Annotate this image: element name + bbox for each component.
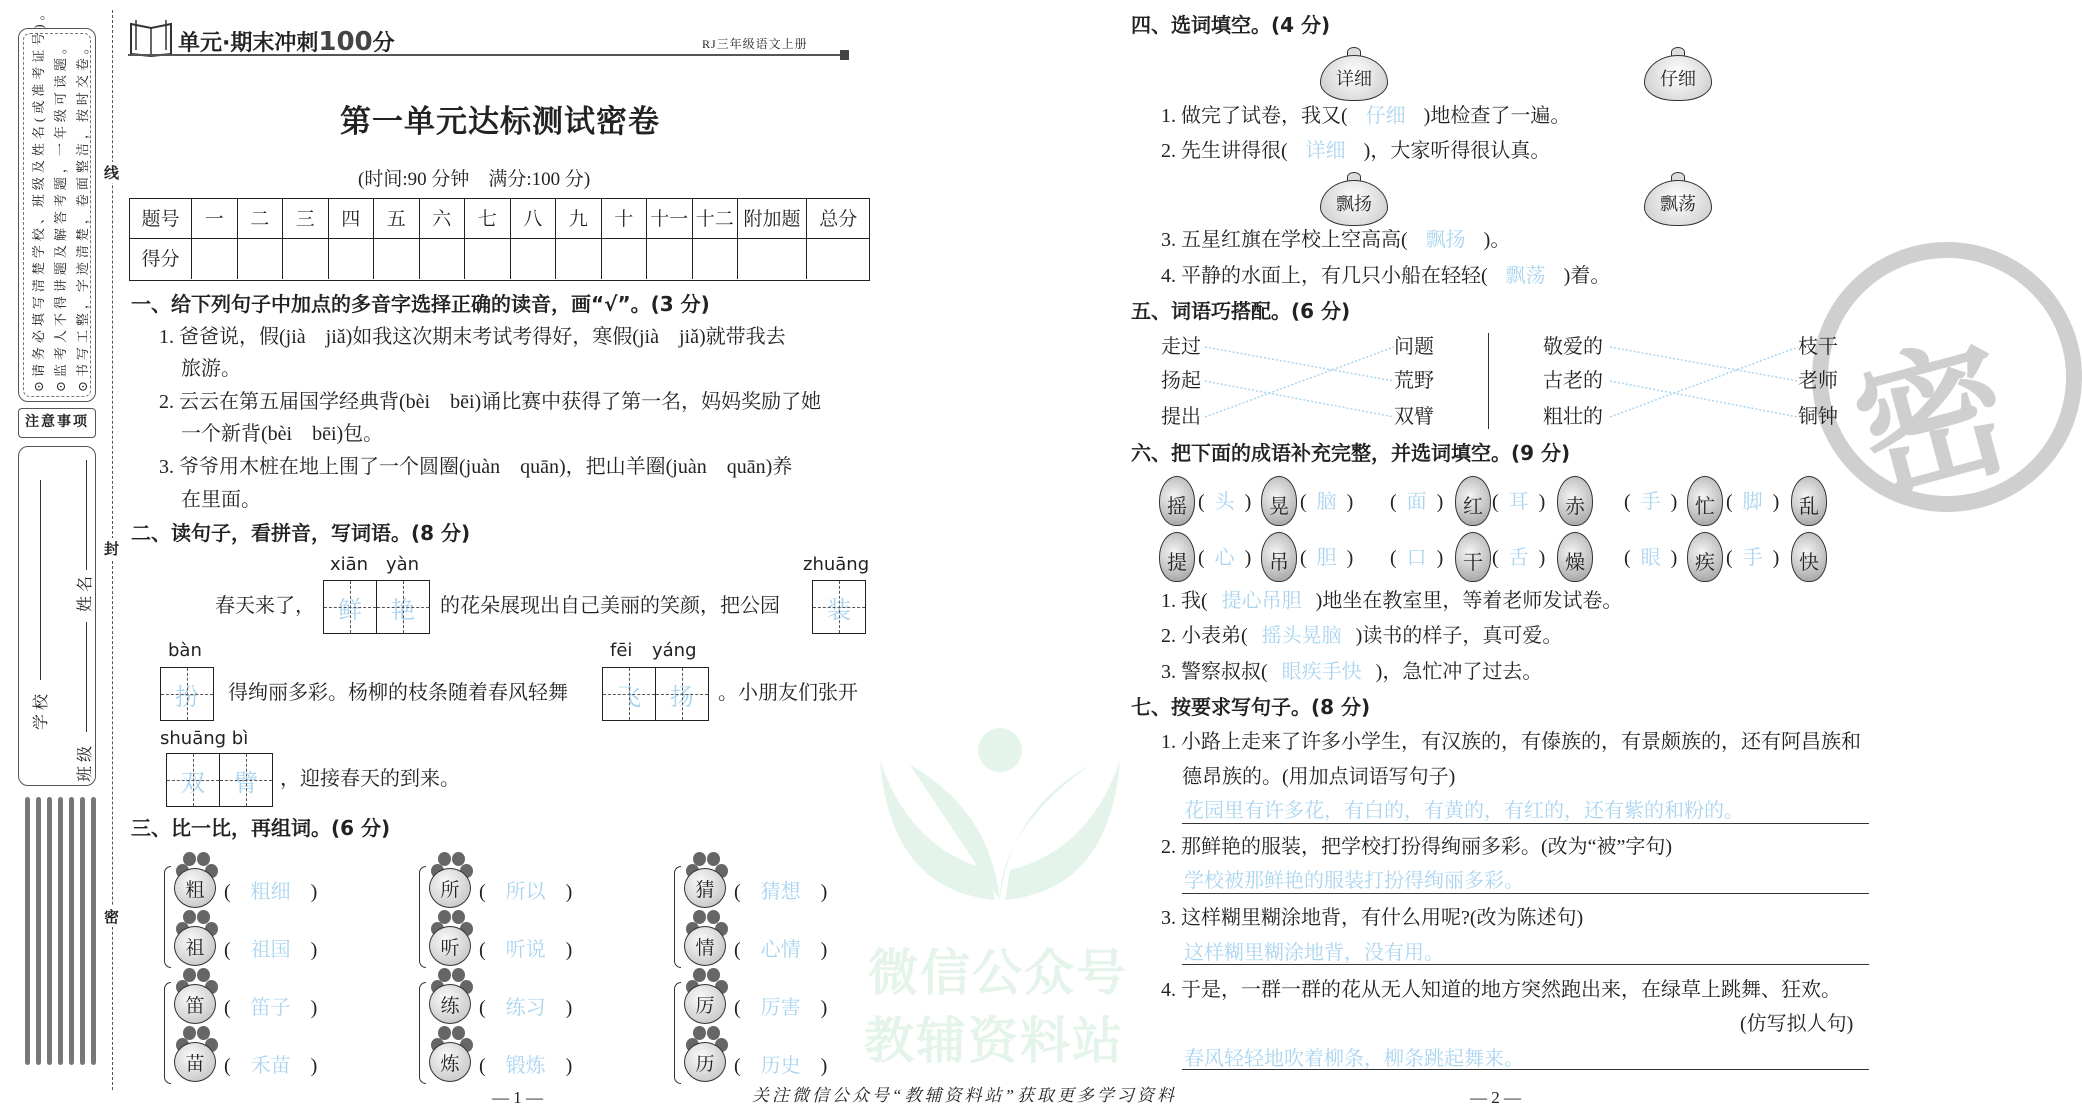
answer: 脑 bbox=[1316, 491, 1337, 513]
paw-toe bbox=[693, 852, 706, 866]
item-text: 1. 我( bbox=[1161, 590, 1208, 612]
pinyin-xian: xiān bbox=[330, 554, 369, 575]
exam-info: (时间:90 分钟 满分:100 分) bbox=[358, 169, 591, 190]
paw-char: 猜 bbox=[684, 868, 726, 908]
page-number-2: — 2 — bbox=[1470, 1088, 1521, 1107]
answer: 禾苗 bbox=[250, 1055, 291, 1077]
section-1-line: 1. 爸爸说，假(jià jiǎ)如我这次期末考试考得好，寒假(jià jiǎ)就带我去 bbox=[159, 326, 786, 348]
word-blank[interactable]: ( 猜想 ) bbox=[734, 881, 828, 903]
notice-line-1: ⊙请务必填写清楚学校、班级及姓名(或准考证号)。 bbox=[31, 3, 46, 392]
item-text: 1. 做完了试卷，我又( bbox=[1161, 105, 1348, 127]
paw-toe bbox=[183, 968, 196, 982]
score-cell[interactable] bbox=[329, 239, 375, 279]
paw-icon bbox=[427, 1026, 473, 1082]
score-table bbox=[129, 198, 870, 281]
table-header-cell: 附加题 bbox=[738, 199, 807, 239]
match-word: 老师 bbox=[1798, 370, 1838, 392]
section-1-line: 在里面。 bbox=[181, 489, 261, 511]
fill-item bbox=[1161, 264, 1610, 288]
word-blank[interactable]: ( 禾苗 ) bbox=[224, 1055, 318, 1077]
paw-icon bbox=[172, 968, 218, 1024]
series-score: 100 bbox=[318, 27, 373, 57]
match-word: 铜钟 bbox=[1798, 406, 1838, 428]
paw-char: 炼 bbox=[429, 1042, 471, 1082]
answer: 历史 bbox=[760, 1055, 801, 1077]
answer: 手 bbox=[1742, 547, 1763, 569]
name-label: 姓名 bbox=[77, 571, 94, 612]
item-text: )，大家听得很认真。 bbox=[1363, 140, 1551, 162]
word-blank[interactable]: ( 心情 ) bbox=[734, 939, 828, 961]
section-5-heading: 五、词语巧搭配。(6 分) bbox=[1131, 299, 1351, 323]
item-text: )地坐在教室里，等着老师发试卷。 bbox=[1315, 590, 1623, 612]
word-blank[interactable]: ( 所以 ) bbox=[479, 881, 573, 903]
answer: 听说 bbox=[505, 939, 546, 961]
item-text: )，急忙冲了过去。 bbox=[1375, 661, 1543, 683]
paw-icon bbox=[682, 968, 728, 1024]
watermark-line1: 微信公众号 bbox=[868, 944, 1128, 1002]
table-header-cell: 十 bbox=[602, 199, 648, 239]
fruit-char: 晃 bbox=[1261, 476, 1297, 526]
paw-toe bbox=[438, 910, 451, 924]
table-header-cell: 十一 bbox=[647, 199, 693, 239]
bar bbox=[80, 797, 85, 1065]
word-blank[interactable]: ( 锻炼 ) bbox=[479, 1055, 573, 1077]
item-text: )读书的样子，真可爱。 bbox=[1355, 625, 1563, 647]
score-cell[interactable] bbox=[283, 239, 329, 279]
notice-line-3: ⊙书写工整，字迹清楚，卷面整洁，按时交卷。 bbox=[75, 37, 90, 392]
score-cell[interactable] bbox=[238, 239, 284, 279]
section-3-heading: 三、比一比，再组词。(6 分) bbox=[131, 816, 391, 840]
answer-line[interactable] bbox=[1182, 823, 1869, 824]
fill-item bbox=[1161, 660, 1542, 684]
item-text: )地检查了一遍。 bbox=[1423, 105, 1571, 127]
score-cell[interactable] bbox=[465, 239, 511, 279]
fill-item bbox=[1161, 228, 1510, 252]
page-title: 第一单元达标测试密卷 bbox=[340, 104, 660, 139]
item-text: 2. 小表弟( bbox=[1161, 625, 1248, 647]
name-field[interactable] bbox=[86, 460, 87, 570]
table-header-cell: 三 bbox=[283, 199, 329, 239]
answer: 眼 bbox=[1640, 547, 1661, 569]
answer: 头 bbox=[1214, 491, 1235, 513]
idiom-blank[interactable]: ( 耳 ) bbox=[1492, 491, 1546, 513]
answer: 耳 bbox=[1508, 491, 1529, 513]
brace bbox=[164, 982, 171, 1084]
student-info-box bbox=[18, 446, 96, 786]
table-header-cell: 十二 bbox=[693, 199, 739, 239]
idiom-blank[interactable]: ( 手 ) bbox=[1624, 491, 1678, 513]
writing-cell: 装 bbox=[813, 581, 865, 633]
answer: 厉害 bbox=[760, 997, 801, 1019]
paw-char: 听 bbox=[429, 926, 471, 966]
paw-toe bbox=[183, 852, 196, 866]
bar bbox=[69, 797, 74, 1065]
brace bbox=[419, 866, 426, 968]
question-text: 3. 这样糊里糊涂地背，有什么用呢?(改为陈述句) bbox=[1161, 907, 1584, 929]
match-line bbox=[1205, 381, 1394, 417]
header-rule-end bbox=[840, 50, 849, 60]
answer: 所以 bbox=[505, 881, 546, 903]
item-text: 3. 五星红旗在学校上空高高( bbox=[1161, 229, 1408, 251]
pinyin-yang: yáng bbox=[652, 640, 697, 661]
paw-toe bbox=[183, 910, 196, 924]
writing-cell: 艳 bbox=[377, 581, 429, 633]
match-word: 荒野 bbox=[1394, 370, 1434, 392]
paw-toe bbox=[693, 1026, 706, 1040]
score-cell[interactable] bbox=[420, 239, 466, 279]
series-title bbox=[178, 26, 395, 57]
fruit-char: 燥 bbox=[1557, 532, 1593, 582]
book-label: RJ三年级语文上册 bbox=[702, 37, 808, 51]
series-suffix: 分 bbox=[372, 31, 395, 56]
score-cell[interactable] bbox=[693, 239, 739, 279]
word-blank[interactable]: ( 祖国 ) bbox=[224, 939, 318, 961]
question-text: 2. 那鲜艳的服装，把学校打扮得绚丽多彩。(改为“被”字句) bbox=[1161, 836, 1673, 858]
answer-blank[interactable]: 提心吊胆 bbox=[1221, 590, 1302, 612]
word-blank[interactable]: ( 粗细 ) bbox=[224, 881, 318, 903]
brace bbox=[164, 866, 171, 968]
table-header-cell: 总分 bbox=[807, 199, 870, 239]
idiom-blank[interactable]: ( 胆 ) bbox=[1300, 547, 1354, 569]
seal-char-feng: 封 bbox=[104, 538, 119, 559]
answer: 心情 bbox=[760, 939, 801, 961]
paw-toe bbox=[693, 968, 706, 982]
footer-note: 关注微信公众号“教辅资料站”获取更多学习资料 bbox=[752, 1086, 1177, 1105]
bar bbox=[47, 797, 52, 1065]
word-option: 详细 bbox=[1320, 55, 1388, 101]
answer: 口 bbox=[1406, 547, 1427, 569]
table-row-label: 得分 bbox=[130, 239, 192, 279]
match-word: 粗壮的 bbox=[1543, 406, 1603, 428]
paw-icon bbox=[427, 910, 473, 966]
writing-box[interactable] bbox=[323, 580, 430, 634]
answer: 手 bbox=[1640, 491, 1661, 513]
answer-blank[interactable]: 详细 bbox=[1305, 140, 1346, 162]
answer-text: 花园里有许多花，有白的，有黄的，有红的，还有紫的和粉的。 bbox=[1184, 800, 1744, 822]
word-blank[interactable]: ( 厉害 ) bbox=[734, 997, 828, 1019]
paw-char: 笛 bbox=[174, 984, 216, 1024]
match-word: 提出 bbox=[1161, 406, 1201, 428]
writing-cell: 飞 bbox=[603, 668, 656, 720]
watermark-line2: 教辅资料站 bbox=[864, 1012, 1124, 1070]
idiom-blank[interactable]: ( 心 ) bbox=[1198, 547, 1252, 569]
table-header-cell: 四 bbox=[329, 199, 375, 239]
fruit-char: 忙 bbox=[1687, 476, 1723, 526]
table-header-cell: 五 bbox=[374, 199, 420, 239]
match-line bbox=[1610, 347, 1798, 417]
idiom-blank[interactable]: ( 头 ) bbox=[1198, 491, 1252, 513]
fruit-char: 乱 bbox=[1791, 476, 1827, 526]
section-2-heading: 二、读句子，看拼音，写词语。(8 分) bbox=[131, 521, 471, 545]
brace bbox=[674, 866, 681, 968]
idiom-blank[interactable]: ( 眼 ) bbox=[1624, 547, 1678, 569]
sentence-text: ，迎接春天的到来。 bbox=[280, 768, 460, 790]
seal-char-xian: 线 bbox=[104, 162, 119, 183]
writing-box[interactable] bbox=[602, 667, 709, 721]
pinyin-yan: yàn bbox=[386, 554, 420, 575]
item-text: 2. 先生讲得很( bbox=[1161, 140, 1288, 162]
idiom-blank[interactable]: ( 舌 ) bbox=[1492, 547, 1546, 569]
match-word: 扬起 bbox=[1161, 370, 1201, 392]
writing-cell: 双 bbox=[167, 754, 220, 806]
pinyin-zhuang: zhuāng bbox=[803, 554, 870, 575]
sentence-text: 的花朵展现出自己美丽的笑颜，把公园 bbox=[440, 595, 780, 617]
pinyin-fei: fēi bbox=[610, 640, 633, 661]
match-word: 问题 bbox=[1394, 336, 1434, 358]
score-cell[interactable] bbox=[647, 239, 693, 279]
question-text: 德昂族的。(用加点词语写句子) bbox=[1182, 766, 1456, 788]
section-6-heading: 六、把下面的成语补充完整，并选词填空。(9 分) bbox=[1131, 441, 1571, 465]
paw-icon bbox=[682, 1026, 728, 1082]
match-word: 走过 bbox=[1161, 336, 1201, 358]
writing-cell: 鲜 bbox=[324, 581, 377, 633]
answer-line[interactable] bbox=[1182, 1069, 1869, 1070]
series-prefix: 单元·期末冲刺 bbox=[178, 31, 319, 56]
paw-icon bbox=[427, 852, 473, 908]
paw-toe bbox=[438, 852, 451, 866]
table-header-cell: 题号 bbox=[130, 199, 192, 239]
book-icon bbox=[128, 14, 174, 58]
answer: 祖国 bbox=[250, 939, 291, 961]
question-requirement: (仿写拟人句) bbox=[1740, 1013, 1854, 1035]
fill-item bbox=[1161, 624, 1562, 648]
score-cell[interactable] bbox=[192, 239, 238, 279]
answer-text: 春风轻轻地吹着柳条，柳条跳起舞来。 bbox=[1184, 1048, 1524, 1070]
word-option: 仔细 bbox=[1644, 55, 1712, 101]
idiom-blank[interactable]: ( 脑 ) bbox=[1300, 491, 1354, 513]
class-field[interactable] bbox=[86, 622, 87, 732]
match-line bbox=[1610, 347, 1798, 381]
item-text: )。 bbox=[1483, 229, 1511, 251]
brace bbox=[674, 982, 681, 1084]
score-cell[interactable] bbox=[511, 239, 557, 279]
fill-item bbox=[1161, 139, 1550, 163]
answer: 练习 bbox=[505, 997, 546, 1019]
paw-icon bbox=[172, 852, 218, 908]
paw-char: 情 bbox=[684, 926, 726, 966]
paw-char: 练 bbox=[429, 984, 471, 1024]
answer-blank[interactable]: 飘荡 bbox=[1505, 265, 1546, 287]
answer: 心 bbox=[1214, 547, 1235, 569]
word-option: 飘荡 bbox=[1644, 180, 1712, 226]
word-blank[interactable]: ( 历史 ) bbox=[734, 1055, 828, 1077]
writing-box[interactable] bbox=[160, 667, 214, 721]
idiom-blank[interactable]: ( 手 ) bbox=[1726, 547, 1780, 569]
stamp-char: 密 bbox=[1838, 318, 2029, 525]
answer-text: 这样糊里糊涂地背，没有用。 bbox=[1184, 942, 1444, 964]
score-cell[interactable] bbox=[738, 239, 807, 279]
writing-box[interactable] bbox=[812, 580, 866, 634]
match-line bbox=[1205, 347, 1394, 381]
paw-icon bbox=[682, 852, 728, 908]
table-header-cell: 一 bbox=[192, 199, 238, 239]
section-4-heading: 四、选词填空。(4 分) bbox=[1131, 13, 1331, 37]
section-1-line: 3. 爷爷用木桩在地上围了一个圆圈(juàn quān)，把山羊圈(juàn quān)养 bbox=[159, 456, 793, 478]
class-label: 班级 bbox=[77, 741, 94, 782]
page-number-1: — 1 — bbox=[492, 1088, 543, 1107]
answer: 脚 bbox=[1742, 491, 1763, 513]
answer: 锻炼 bbox=[505, 1055, 546, 1077]
sentence-text: 。小朋友们张开 bbox=[718, 682, 858, 704]
fill-item bbox=[1161, 589, 1622, 613]
watermark-logo-icon bbox=[870, 720, 1130, 920]
paw-char: 所 bbox=[429, 868, 471, 908]
fruit-char: 摇 bbox=[1159, 476, 1195, 526]
fruit-char: 干 bbox=[1455, 532, 1491, 582]
divider bbox=[1488, 333, 1489, 429]
match-line bbox=[1610, 381, 1798, 417]
fruit-char: 赤 bbox=[1557, 476, 1593, 526]
sentence-text: 春天来了， bbox=[215, 595, 315, 617]
sentence-text: 得绚丽多彩。杨柳的枝条随着春风轻舞 bbox=[228, 682, 568, 704]
fruit-char: 红 bbox=[1455, 476, 1491, 526]
answer-blank[interactable]: 摇头晃脑 bbox=[1261, 625, 1342, 647]
seal-char-mi: 密 bbox=[104, 906, 119, 927]
score-cell[interactable] bbox=[556, 239, 602, 279]
fruit-char: 快 bbox=[1791, 532, 1827, 582]
answer: 舌 bbox=[1508, 547, 1529, 569]
section-1-line: 旅游。 bbox=[181, 358, 241, 380]
answer-blank[interactable]: 仔细 bbox=[1365, 105, 1406, 127]
pinyin-shuangbi: shuāng bì bbox=[160, 728, 249, 749]
paw-char: 历 bbox=[684, 1042, 726, 1082]
answer-line[interactable] bbox=[1182, 893, 1869, 894]
word-option: 飘扬 bbox=[1320, 180, 1388, 226]
score-cell[interactable] bbox=[602, 239, 648, 279]
bar bbox=[58, 797, 63, 1065]
fruit-char: 提 bbox=[1159, 532, 1195, 582]
answer-blank[interactable]: 眼疾手快 bbox=[1281, 661, 1362, 683]
idiom-blank[interactable]: ( 口 ) bbox=[1390, 547, 1444, 569]
answer-blank[interactable]: 飘扬 bbox=[1425, 229, 1466, 251]
word-blank[interactable]: ( 笛子 ) bbox=[224, 997, 318, 1019]
notice-line-2: ⊙监考人不得讲题及解答考题，一年级可读题。 bbox=[53, 37, 68, 392]
notice-title: 注意事项 bbox=[18, 408, 96, 438]
match-word: 枝干 bbox=[1798, 336, 1838, 358]
table-header-cell: 八 bbox=[511, 199, 557, 239]
section-1-heading: 一、给下列句子中加点的多音字选择正确的读音，画“√”。(3 分) bbox=[131, 292, 710, 316]
bar bbox=[36, 797, 41, 1065]
match-word: 双臂 bbox=[1394, 406, 1434, 428]
paw-toe bbox=[183, 1026, 196, 1040]
paw-icon bbox=[172, 910, 218, 966]
fruit-char: 吊 bbox=[1261, 532, 1297, 582]
match-line bbox=[1205, 347, 1394, 417]
item-text: 4. 平静的水面上，有几只小船在轻轻( bbox=[1161, 265, 1488, 287]
idiom-blank[interactable]: ( 面 ) bbox=[1390, 491, 1444, 513]
answer: 胆 bbox=[1316, 547, 1337, 569]
item-text: 3. 警察叔叔( bbox=[1161, 661, 1268, 683]
section-7-heading: 七、按要求写句子。(8 分) bbox=[1131, 695, 1371, 719]
writing-cell: 扬 bbox=[656, 668, 708, 720]
paw-toe bbox=[438, 968, 451, 982]
answer-line[interactable] bbox=[1182, 964, 1869, 965]
writing-cell: 臂 bbox=[220, 754, 272, 806]
paw-icon bbox=[682, 910, 728, 966]
brace bbox=[419, 982, 426, 1084]
score-cell[interactable] bbox=[374, 239, 420, 279]
paw-icon bbox=[427, 968, 473, 1024]
paw-toe bbox=[438, 1026, 451, 1040]
match-word: 古老的 bbox=[1543, 370, 1603, 392]
question-text: 1. 小路上走来了许多小学生，有汉族的，有傣族的，有景颇族的，还有阿昌族和 bbox=[1161, 731, 1861, 753]
paw-char: 厉 bbox=[684, 984, 726, 1024]
table-header-cell: 六 bbox=[420, 199, 466, 239]
pinyin-ban: bàn bbox=[168, 640, 202, 661]
answer-text: 学校被那鲜艳的服装打扮得绚丽多彩。 bbox=[1184, 870, 1524, 892]
answer: 面 bbox=[1406, 491, 1427, 513]
table-header-cell: 二 bbox=[238, 199, 284, 239]
word-blank[interactable]: ( 听说 ) bbox=[479, 939, 573, 961]
fill-item bbox=[1161, 104, 1570, 128]
writing-box[interactable] bbox=[166, 753, 273, 807]
question-text: 4. 于是，一群一群的花从无人知道的地方突然跑出来，在绿草上跳舞、狂欢。 bbox=[1161, 979, 1841, 1001]
score-cell[interactable] bbox=[807, 239, 870, 279]
answer: 粗细 bbox=[250, 881, 291, 903]
school-label: 学校 bbox=[33, 689, 50, 730]
idiom-blank[interactable]: ( 脚 ) bbox=[1726, 491, 1780, 513]
writing-cell: 扮 bbox=[161, 668, 213, 720]
school-field[interactable] bbox=[40, 480, 41, 680]
section-1-line: 2. 云云在第五届国学经典背(bèi bēi)诵比赛中获得了第一名，妈妈奖励了她 bbox=[159, 391, 822, 413]
section-1-line: 一个新背(bèi bēi)包。 bbox=[181, 423, 384, 445]
header-rule bbox=[128, 54, 842, 56]
paw-char: 粗 bbox=[174, 868, 216, 908]
match-word: 敬爱的 bbox=[1543, 336, 1603, 358]
bar bbox=[25, 797, 30, 1065]
answer: 猜想 bbox=[760, 881, 801, 903]
paw-icon bbox=[172, 1026, 218, 1082]
fruit-char: 疾 bbox=[1687, 532, 1723, 582]
answer: 笛子 bbox=[250, 997, 291, 1019]
table-header-cell: 七 bbox=[465, 199, 511, 239]
bar bbox=[91, 797, 96, 1065]
word-blank[interactable]: ( 练习 ) bbox=[479, 997, 573, 1019]
table-header-cell: 九 bbox=[556, 199, 602, 239]
item-text: )着。 bbox=[1563, 265, 1611, 287]
paw-toe bbox=[693, 910, 706, 924]
paw-char: 祖 bbox=[174, 926, 216, 966]
paw-char: 苗 bbox=[174, 1042, 216, 1082]
